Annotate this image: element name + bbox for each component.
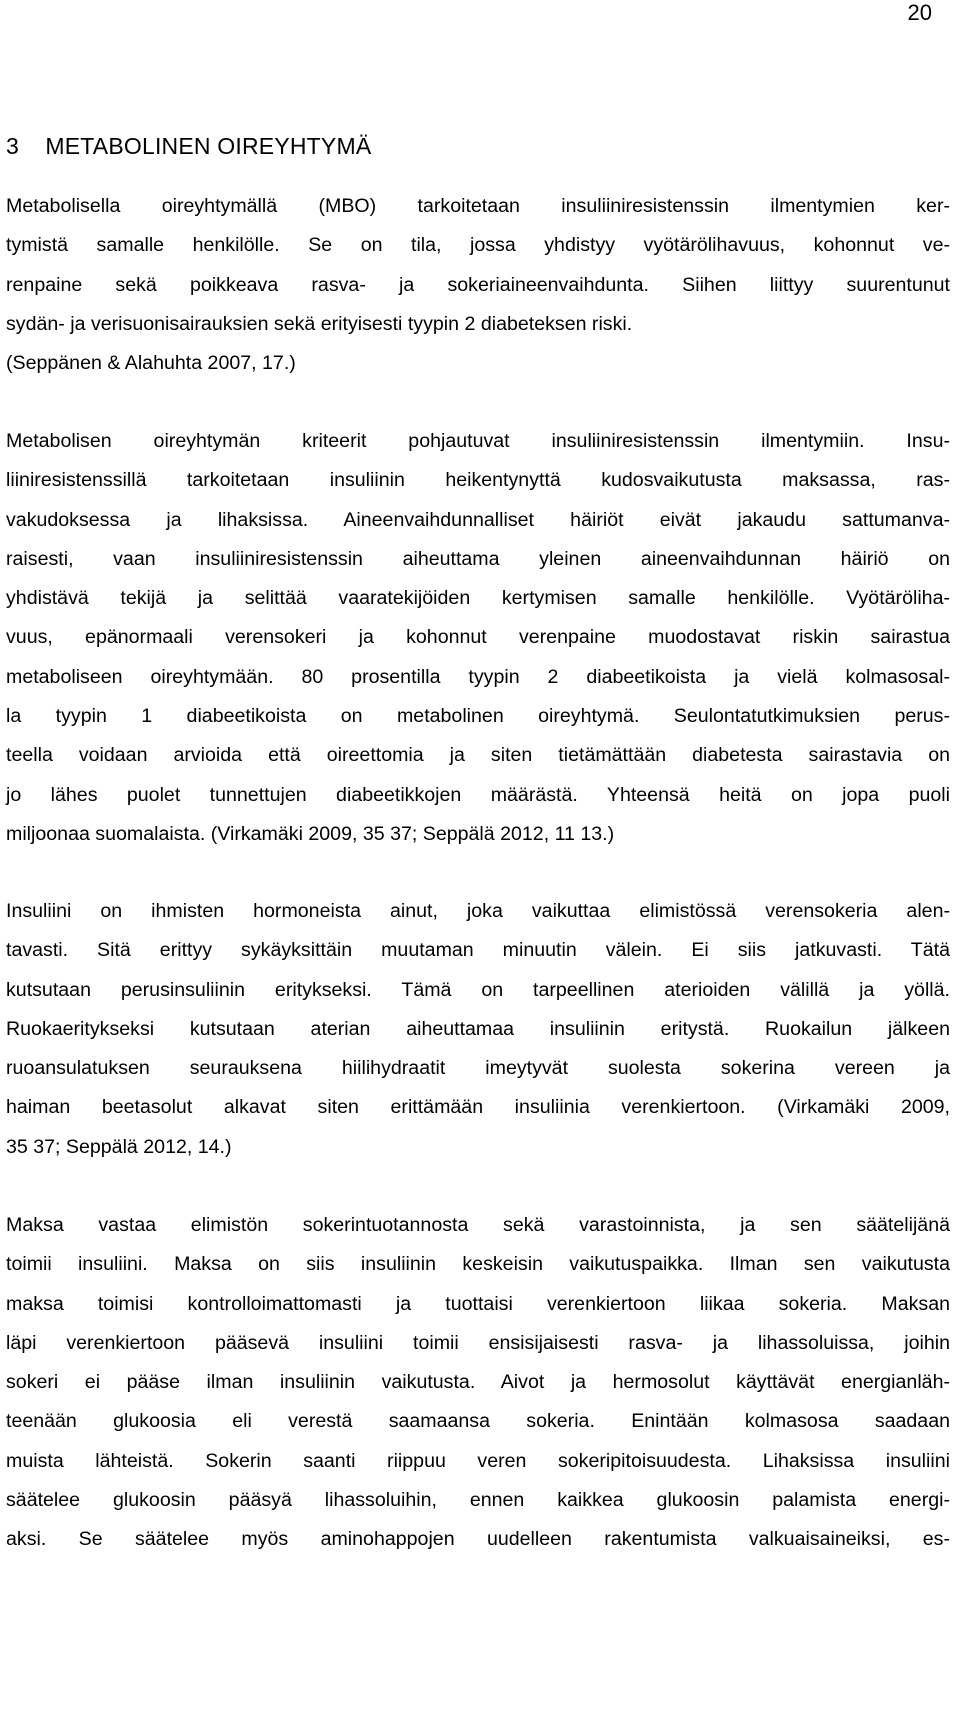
paragraph-line: tavasti. Sitä erittyy sykäyksittäin muutaman minuutin välein. Ei siis jatkuvasti. Tätä bbox=[6, 939, 950, 962]
paragraph-line: raisesti, vaan insuliiniresistenssin aiheuttama yleinen aineenvaihdunnan häiriö on bbox=[6, 547, 950, 570]
paragraph-line: vuus, epänormaali verensokeri ja kohonnut verenpaine muodostavat riskin sairastua bbox=[6, 626, 950, 649]
paragraph-line: yhdistävä tekijä ja selittää vaaratekijöiden kertymisen samalle henkilölle. Vyötäröliha- bbox=[6, 587, 950, 610]
paragraph-line: maksa toimisi kontrolloimattomasti ja tuottaisi verenkiertoon liikaa sokeria. Maksan bbox=[6, 1292, 950, 1315]
paragraph-mbo-definition bbox=[6, 187, 950, 383]
paragraph-line: sydän- ja verisuonisairauksien sekä erityisesti tyypin 2 diabeteksen riski. bbox=[6, 312, 633, 335]
paragraph-line: ruoansulatuksen seurauksena hiilihydraatit imeytyvät suolesta sokerina vereen ja bbox=[6, 1057, 950, 1080]
paragraph-line: Insuliini on ihmisten hormoneista ainut, joka vaikuttaa elimistössä verensokeria alen- bbox=[6, 900, 950, 922]
paragraph-line: läpi verenkiertoon pääsevä insuliini toimii ensisijaisesti rasva- ja lihassoluissa, joihin bbox=[6, 1331, 950, 1354]
page-number: 20 bbox=[907, 0, 932, 25]
paragraph-line: Metabolisen oireyhtymän kriteerit pohjautuvat insuliiniresistenssin ilmentymiin. Insu- bbox=[6, 430, 950, 452]
paragraph-insulin bbox=[6, 892, 950, 1167]
paragraph-line: toimii insuliini. Maksa on siis insuliinin keskeisin vaikutuspaikka. Ilman sen vaikutusta bbox=[6, 1253, 950, 1276]
paragraph-line: Metabolisella oireyhtymällä (MBO) tarkoitetaan insuliiniresistenssin ilmentymien ker- bbox=[6, 195, 950, 217]
paragraph-line: la tyypin 1 diabeetikoista on metabolinen oireyhtymä. Seulontatutkimuksien perus- bbox=[6, 705, 950, 728]
paragraph-line: liiniresistenssillä tarkoitetaan insuliinin heikentynyttä kudosvaikutusta maksassa, ras- bbox=[6, 469, 950, 492]
paragraph-line: 35 37; Seppälä 2012, 14.) bbox=[6, 1135, 232, 1158]
paragraph-line: kutsutaan perusinsuliinin eritykseksi. Tämä on tarpeellinen aterioiden välillä ja yöllä. bbox=[6, 978, 950, 1001]
paragraph-line: aksi. Se säätelee myös aminohappojen uudelleen rakentumista valkuaisaineiksi, es- bbox=[6, 1528, 950, 1551]
paragraph-line: miljoonaa suomalaista. (Virkamäki 2009, 35 37; Seppälä 2012, 11 13.) bbox=[6, 822, 615, 845]
paragraph-line: haiman beetasolut alkavat siten erittämään insuliinia verenkiertoon. (Virkamäki 2009, bbox=[6, 1096, 950, 1119]
paragraph-line: (Seppänen & Alahuhta 2007, 17.) bbox=[6, 352, 296, 375]
paragraph-line: renpaine sekä poikkeava rasva- ja sokeriaineenvaihdunta. Siihen liittyy suurentunut bbox=[6, 273, 950, 296]
paragraph-line: säätelee glukoosin pääsyä lihassoluihin, ennen kaikkea glukoosin palamista energi- bbox=[6, 1489, 950, 1512]
paragraph-line: sokeri ei pääse ilman insuliinin vaikutusta. Aivot ja hermosolut käyttävät energianläh- bbox=[6, 1371, 950, 1394]
paragraph-line: muista lähteistä. Sokerin saanti riippuu veren sokeripitoisuudesta. Lihaksissa insuliini bbox=[6, 1449, 950, 1472]
paragraph-line: Maksa vastaa elimistön sokerintuotannosta sekä varastoinnista, ja sen säätelijänä bbox=[6, 1214, 950, 1236]
paragraph-liver bbox=[6, 1206, 950, 1560]
paragraph-line: tymistä samalle henkilölle. Se on tila, jossa yhdistyy vyötärölihavuus, kohonnut ve- bbox=[6, 234, 950, 257]
paragraph-line: vakudoksessa ja lihaksissa. Aineenvaihdunnalliset häiriöt eivät jakaudu sattumanva- bbox=[6, 508, 950, 531]
paragraph-mbo-criteria bbox=[6, 422, 950, 854]
paragraph-line: jo lähes puolet tunnettujen diabeetikkojen määrästä. Yhteensä heitä on jopa puoli bbox=[6, 783, 950, 806]
paragraph-line: Ruokaeritykseksi kutsutaan aterian aiheuttamaa insuliinin eritystä. Ruokailun jälkeen bbox=[6, 1017, 950, 1040]
paragraph-line: metaboliseen oireyhtymään. 80 prosentilla tyypin 2 diabeetikoista ja vielä kolmasosal- bbox=[6, 665, 950, 688]
paragraph-line: teella voidaan arvioida että oireettomia ja siten tietämättään diabetesta sairastavia on bbox=[6, 744, 950, 767]
paragraph-line: teenään glukoosia eli verestä saamaansa sokeria. Enintään kolmasosa saadaan bbox=[6, 1410, 950, 1433]
chapter-heading: 3 METABOLINEN OIREYHTYMÄ bbox=[6, 133, 372, 159]
